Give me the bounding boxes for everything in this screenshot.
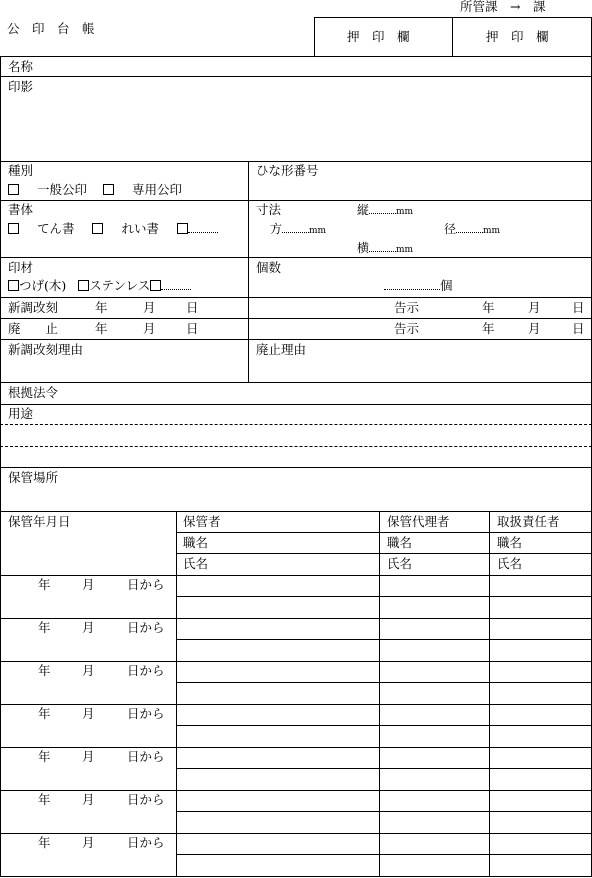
- typeface-option-reisho: れい書: [121, 221, 159, 236]
- kind-label: 種別: [8, 163, 34, 178]
- size-square: [270, 221, 326, 239]
- row-month: 月: [82, 749, 95, 764]
- row-month: 月: [82, 577, 95, 592]
- rule: [0, 747, 592, 748]
- new-month: 月: [143, 300, 156, 315]
- rule: [0, 833, 592, 834]
- row-from-day: 日から: [127, 620, 165, 635]
- legal-basis-label: 根拠法令: [8, 385, 59, 400]
- template-number-label: ひな形番号: [256, 163, 319, 178]
- size-vertical: [357, 202, 413, 220]
- stamp-column-1: 押 印 欄: [347, 29, 410, 44]
- rule: [176, 811, 592, 812]
- kind-options: [8, 182, 182, 197]
- rule: [0, 200, 592, 201]
- column-divider: [176, 511, 177, 877]
- checkbox-stainless[interactable]: [78, 280, 89, 291]
- material-option-boxwood: つげ(木): [19, 278, 67, 293]
- checkbox-tensho[interactable]: [8, 223, 19, 234]
- rule: [176, 553, 592, 554]
- new-notice-month: 月: [528, 300, 541, 315]
- row-from-day: 日から: [127, 749, 165, 764]
- row-from-day: 日から: [127, 706, 165, 721]
- unit-mm: mm: [309, 226, 327, 236]
- abolish-month: 月: [143, 321, 156, 336]
- abolish-notice-label: 告示: [394, 321, 420, 336]
- page-title: 公 印 台 帳: [7, 21, 95, 36]
- dashed-rule: [0, 446, 592, 447]
- typeface-label: 書体: [8, 202, 34, 217]
- new-notice-year: 年: [482, 300, 495, 315]
- unit-mm: mm: [396, 245, 414, 255]
- keeper-name-label: 氏名: [183, 556, 209, 571]
- abolish-notice-year: 年: [482, 321, 495, 336]
- column-divider: [379, 511, 380, 877]
- checkbox-boxwood[interactable]: [8, 280, 19, 291]
- usage-label: 用途: [8, 406, 34, 421]
- row-year: 年: [38, 663, 51, 678]
- seal-impression-label: 印影: [8, 79, 34, 94]
- row-from-day: 日から: [127, 835, 165, 850]
- deputy-header: 保管代理者: [387, 514, 450, 529]
- row-year: 年: [38, 620, 51, 635]
- square-blank[interactable]: [282, 221, 309, 233]
- rule: [176, 532, 592, 533]
- row-month: 月: [82, 792, 95, 807]
- rule: [0, 618, 592, 619]
- new-year: 年: [95, 300, 108, 315]
- keeper-header: 保管者: [183, 514, 221, 529]
- rule: [176, 639, 592, 640]
- quantity-blank[interactable]: [384, 278, 440, 290]
- new-day: 日: [186, 300, 199, 315]
- typeface-other-blank[interactable]: [188, 221, 218, 233]
- typeface-options: [8, 221, 218, 236]
- horizontal-label: 横: [357, 241, 370, 255]
- checkbox-material-other[interactable]: [150, 280, 161, 291]
- row-year: 年: [38, 706, 51, 721]
- size-diameter: [444, 221, 500, 239]
- checkbox-special-seal[interactable]: [103, 184, 114, 195]
- rule: [0, 511, 592, 512]
- diameter-blank[interactable]: [456, 221, 483, 233]
- abolish-reason-label: 廃止理由: [256, 342, 307, 357]
- quantity-unit: 個: [440, 278, 453, 293]
- rule: [0, 56, 592, 57]
- dashed-rule: [0, 424, 592, 425]
- rule: [0, 318, 592, 319]
- checkbox-typeface-other[interactable]: [177, 223, 188, 234]
- row-from-day: 日から: [127, 792, 165, 807]
- rule: [0, 661, 592, 662]
- checkbox-general-seal[interactable]: [8, 184, 19, 195]
- rule: [0, 161, 592, 162]
- row-from-day: 日から: [127, 663, 165, 678]
- vertical-label: 縦: [357, 203, 370, 217]
- rule: [0, 575, 592, 576]
- rule: [176, 768, 592, 769]
- kind-option-general: 一般公印: [36, 182, 87, 197]
- rule: [176, 596, 592, 597]
- manager-header: 取扱責任者: [497, 514, 560, 529]
- abolish-day: 日: [186, 321, 199, 336]
- row-from-day: 日から: [127, 577, 165, 592]
- rule: [0, 76, 592, 77]
- column-divider: [248, 161, 249, 382]
- rule: [176, 682, 592, 683]
- stamp-box-divider: [452, 17, 453, 56]
- square-label: 方: [270, 222, 283, 236]
- material-options: [8, 278, 191, 293]
- rule: [0, 257, 592, 258]
- new-reason-label: 新調改刻理由: [8, 342, 84, 357]
- column-divider: [489, 511, 490, 877]
- rule: [0, 339, 592, 340]
- storage-place-label: 保管場所: [8, 470, 59, 485]
- quantity-label: 個数: [256, 260, 282, 275]
- material-label: 印材: [8, 260, 34, 275]
- deputy-post-label: 職名: [387, 535, 413, 550]
- department-label: 所管課 → 課: [460, 0, 546, 14]
- keeper-post-label: 職名: [183, 535, 209, 550]
- material-other-blank[interactable]: [161, 278, 191, 290]
- manager-name-label: 氏名: [497, 556, 523, 571]
- deputy-name-label: 氏名: [387, 556, 413, 571]
- new-engraving-label: 新調改刻: [8, 300, 59, 315]
- abolish-notice-day: 日: [572, 321, 585, 336]
- name-label: 名称: [8, 59, 34, 74]
- rule: [0, 790, 592, 791]
- abolish-notice-month: 月: [528, 321, 541, 336]
- rule: [176, 854, 592, 855]
- new-notice-day: 日: [572, 300, 585, 315]
- rule: [0, 876, 592, 877]
- row-month: 月: [82, 706, 95, 721]
- stamp-box-left: [314, 17, 315, 56]
- rule: [176, 725, 592, 726]
- rule: [0, 297, 592, 298]
- row-month: 月: [82, 620, 95, 635]
- row-year: 年: [38, 577, 51, 592]
- checkbox-reisho[interactable]: [92, 223, 103, 234]
- new-notice-label: 告示: [394, 300, 420, 315]
- unit-mm: mm: [483, 226, 501, 236]
- rule: [0, 382, 592, 383]
- vertical-blank[interactable]: [369, 202, 396, 214]
- horizontal-blank[interactable]: [369, 240, 396, 252]
- material-option-stainless: ステンレス: [89, 278, 151, 293]
- diameter-label: 径: [444, 222, 457, 236]
- kind-option-special: 専用公印: [131, 182, 182, 197]
- rule: [0, 467, 592, 468]
- row-year: 年: [38, 835, 51, 850]
- row-year: 年: [38, 749, 51, 764]
- quantity-field: [384, 278, 453, 293]
- abolish-label: 廃 止: [8, 321, 59, 336]
- row-month: 月: [82, 835, 95, 850]
- unit-mm: mm: [396, 207, 414, 217]
- size-horizontal: [357, 240, 413, 258]
- row-month: 月: [82, 663, 95, 678]
- rule: [0, 704, 592, 705]
- rule: [0, 404, 592, 405]
- custody-date-header: 保管年月日: [8, 514, 71, 529]
- size-label: 寸法: [256, 202, 282, 217]
- abolish-year: 年: [95, 321, 108, 336]
- stamp-box-top: [314, 17, 592, 18]
- row-year: 年: [38, 792, 51, 807]
- manager-post-label: 職名: [497, 535, 523, 550]
- stamp-column-2: 押 印 欄: [486, 29, 549, 44]
- typeface-option-tensho: てん書: [36, 221, 75, 236]
